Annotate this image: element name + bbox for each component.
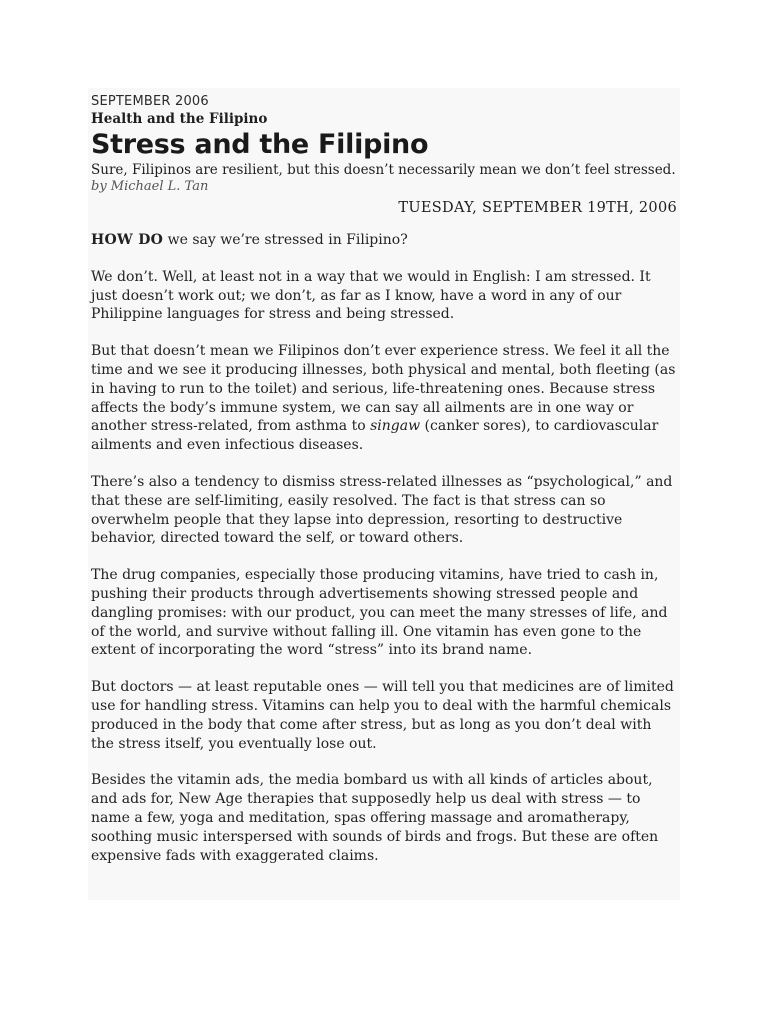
publish-date: TUESDAY, SEPTEMBER 19TH, 2006	[398, 200, 677, 216]
paragraph-4: There’s also a tendency to dismiss stress-related illnesses as “psychological,” and that these are self-limiting, easily resolved. The fact is that stress can so overwhelm people that they lapse into depression, resorting to destructive behavior, directed toward the self, or toward others.	[91, 473, 673, 547]
paragraph-5: The drug companies, especially those producing vitamins, have tried to cash in, pushing their products through advertisements showing stressed people and dangling promises: with our product, you can meet the many stresses of life, and of the world, and survive without falling ill. One vitamin has even gone to the extent of incorporating the word “stress” into its brand name.	[91, 567, 668, 659]
paragraph-1	[91, 231, 677, 250]
paragraph-3-italic-term: singaw	[370, 418, 421, 435]
paragraph-1-text: we say we’re stressed in Filipino?	[163, 232, 408, 248]
issue-date-kicker: SEPTEMBER 2006	[91, 94, 209, 109]
paragraph-6: But doctors — at least reputable ones — will tell you that medicines are of limited use for handling stress. Vitamins can help you to deal with the harmful chemicals produced in the body that come after stress, but as long as you don’t deal with the stress itself, you eventually lose out.	[91, 679, 674, 752]
paragraph-3-text-a: But that doesn’t mean we Filipinos don’t ever experience stress. We feel it all the time and we see it producing illnesses, both physical and mental, both fleeting (as in having to run to the toilet) and serious, life-threatening ones. Because stress affects the body’s immune system, we can say all ailments are in one way or another stress-related, from asthma to	[91, 343, 676, 435]
paragraph-3	[91, 342, 677, 455]
section-name: Health and the Filipino	[91, 111, 268, 127]
paragraph-2: We don’t. Well, at least not in a way that we would in English: I am stressed. It just doesn’t work out; we don’t, as far as I know, have a word in any of our Philippine languages for stress and being stressed.	[91, 268, 651, 323]
lead-in: HOW DO	[91, 232, 164, 248]
document-page	[88, 88, 680, 900]
byline: by Michael L. Tan	[91, 179, 209, 194]
article-subtitle: Sure, Filipinos are resilient, but this doesn’t necessarily mean we don’t feel stressed.	[91, 162, 676, 178]
article-title: Stress and the Filipino	[91, 129, 429, 160]
paragraph-7: Besides the vitamin ads, the media bombard us with all kinds of articles about, and ads for, New Age therapies that supposedly help us deal with stress — to name a few, yoga and meditation, spas offering massage and aromatherapy, soothing music interspersed with sounds of birds and frogs. But these are often expensive fads with exaggerated claims.	[91, 772, 659, 864]
paragraph-3-text-b: (canker sores), to cardiovascular ailments and even infectious diseases.	[91, 418, 659, 454]
